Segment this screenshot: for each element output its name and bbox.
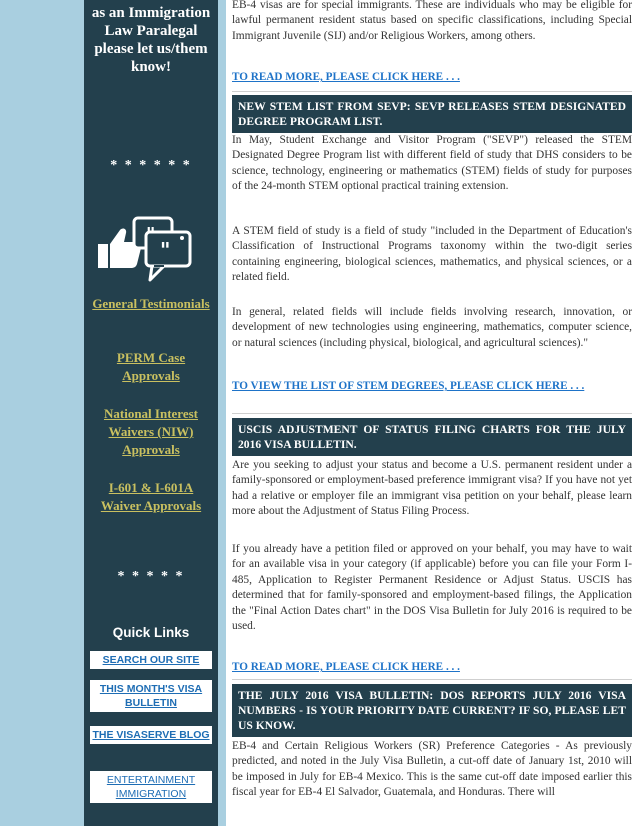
read-more-link-eb4[interactable]: TO READ MORE, PLEASE CLICK HERE . . . — [232, 71, 460, 83]
uscis-paragraph-1: Are you seeking to adjust your status and become a U.S. permanent resident under a family-sponsored or employment-based preference immigrant visa? If you have not yet had a relative or employer file an immigrant visa petition on your behalf, please learn more about the Adjustment of Status Filing Process. — [232, 459, 632, 518]
sidebar — [84, 0, 218, 826]
view-stem-list-link[interactable]: TO VIEW THE LIST OF STEM DEGREES, PLEASE CLICK HERE . . . — [232, 380, 585, 392]
divider — [232, 91, 632, 92]
stem-paragraph-3: In general, related fields will include fields involving research, innovation, or development of new technologies using engineering, mathematics, computer science, or natural sciences (including physical, biological, and agricultural sciences)." — [232, 306, 632, 349]
main-content — [226, 0, 638, 826]
stem-paragraph-2: A STEM field of study is a field of study "included in the Department of Education's Classification of Instructional Programs taxonomy within the two-digit series containing engineering, biological sciences, mathematics, and physical sciences, or a related field. — [232, 225, 632, 284]
sidebar-link-niw-approvals[interactable]: National Interest Waivers (NIW) Approvals — [103, 406, 198, 457]
divider — [232, 413, 632, 414]
uscis-paragraph-2: If you already have a petition filed or approved on your behalf, you may have to wait for an available visa in your category (if applicable) before you can file your Form I-485, Application to Register Permanent Residence or Adjust Status. USCIS has determined that for family-sponsored and employment-based filings, the Application the "Final Action Dates chart" in the DOS Visa Bulletin for July 2016 is required to be used. — [232, 543, 632, 633]
stars-divider-top: * * * * * * — [110, 158, 192, 173]
sidebar-link-general-testimonials[interactable]: General Testimonials — [92, 296, 210, 311]
sidebar-link-i601-waiver-approvals[interactable]: I-601 & I-601A Waiver Approvals — [100, 480, 202, 513]
july-paragraph-1: EB-4 and Certain Religious Workers (SR) Preference Categories - As previously predicted, and noted in the July Visa Bulletin, a cut-off date of January 1st, 2010 will be imposed in July for EB-4 Mexico. This is the same cut-off date imposed earlier this fiscal year for EB-4 El Salvador, Guatemala, and Honduras. There will — [232, 740, 632, 799]
quick-link-entertainment-immigration[interactable]: ENTERTAINMENT IMMIGRATION — [90, 771, 212, 803]
sidebar-intro-text: as an Immigration Law Paralegal please let us/them know! — [91, 5, 211, 75]
stem-heading: NEW STEM LIST FROM SEVP: SEVP RELEASES STEM DESIGNATED DEGREE PROGRAM LIST. — [232, 95, 632, 133]
quick-link-visa-bulletin[interactable]: THIS MONTH'S VISA BULLETIN — [90, 680, 212, 712]
svg-text:": " — [160, 238, 171, 262]
divider — [232, 679, 632, 680]
uscis-heading: USCIS ADJUSTMENT OF STATUS FILING CHARTS FOR THE JULY 2016 VISA BULLETIN. — [232, 418, 632, 456]
quick-link-search-our-site[interactable]: SEARCH OUR SITE — [90, 651, 212, 669]
stem-paragraph-1: In May, Student Exchange and Visitor Program ("SEVP") released the STEM Designated Degree Program list with different field of study that DHS considers to be science, technology, engineering or mathematics (STEM) fields of study for purposes of the 24-month STEM optional practical training extension. — [232, 134, 632, 193]
read-more-link-uscis[interactable]: TO READ MORE, PLEASE CLICK HERE . . . — [232, 661, 460, 673]
eb4-paragraph: EB-4 visas are for special immigrants. These are individuals who may be eligible for lawful permanent resident status based on specific classifications, including Special Immigrant Juvenile (SIJ) and/or Religious Workers, among others. — [232, 0, 632, 42]
quick-link-visaserve-blog[interactable]: THE VISASERVE BLOG — [90, 726, 212, 744]
sidebar-link-perm-case-approvals[interactable]: PERM Case Approvals — [116, 350, 186, 383]
quick-links-title: Quick Links — [112, 625, 190, 640]
newsletter-page — [84, 0, 632, 826]
stars-divider-bottom: * * * * * — [117, 569, 185, 584]
july-visa-bulletin-heading: THE JULY 2016 VISA BULLETIN: DOS REPORTS JULY 2016 VISA NUMBERS - IS YOUR PRIORITY DATE CURRENT? IF SO, PLEASE LET US KNOW. — [232, 684, 632, 737]
testimonial-speech-bubbles-icon — [94, 214, 208, 286]
